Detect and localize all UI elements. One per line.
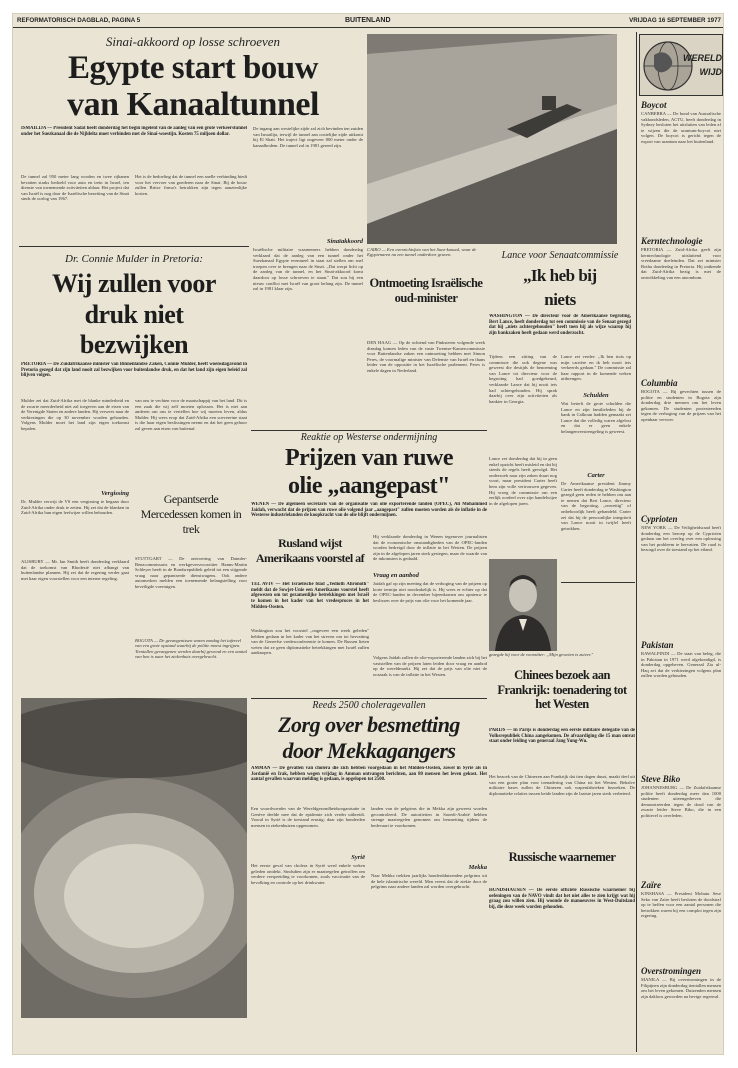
canal-photo <box>367 34 617 244</box>
egypt-col1: De tunnel zal 950 meter lang worden en twee rijbanen bevatten straks bedoeld voor auto en trein in Israel, ten dienste van toenemende activiteiten aldaar. Het project dat van Israël is nog door de Israëlische bezetting van de Sinaï sinds de oorlog van 1967. <box>21 174 129 202</box>
israel-headline: Ontmoeting Israëlische oud-minister <box>369 276 483 305</box>
chinees-text: Het bezoek van de Chinezen aan Frankrijk dat tien dagen duurt, maakt deel uit van een groter plan voor toenadering van China tot het Westen. Behalve militaire bases zullen de Chinezen ook wapenfabrieken bezoeken. De diplomatieke relaties tussen beide landen zijn de laatste jaren sterk verbeterd. <box>489 774 635 796</box>
mulder-lead: PRETORIA — De Zuidafrikaanse minister van Binnenlandse Zaken, Connie Mulder, heeft woensdagavond in Pretoria gezegd dat zijn land nooit zal bezwijken voor buitenlandse druk, en dat het land zijn eigen beleid zal blijven volgen. <box>21 362 247 379</box>
chinees-lead: PARIJS — In Parijs is donderdag een eerste militaire delegatie van de Volksrepubliek China aangekomen. De afvaardiging die 15 man omvat staat onder leiding van generaal Jang Yung-Wu. <box>489 728 635 745</box>
mulder-col1b: Dr. Mulder verwijt de VS een vergissing te begaan door Zuid-Afrika onder druk te zetten. Hij zei dat de blanken in Zuid-Afrika hun eigen leefwijze willen behouden. <box>21 499 129 516</box>
egypt-lead: ISMAILIJA — President Sadat heeft donderdag het begin ingeleid van de aanleg van een grote verkeerstunnel onder het Suezkanaal die de Nijldelta moet verbinden met de Sinaï-woestijn. Kosten 75 miljoen dollar. <box>21 126 247 137</box>
cholera-syrie-subhead: Syrië <box>351 854 365 861</box>
kern-text: PRETORIA — Zuid-Afrika geeft zijn kerntechnologie uitsluitend voor vreedzame doeleinden. Dat zei minister Botha donderdag in Pretoria. Hij ontkende dat Zuid-Afrika bezig is met de ontwikkeling van een atoombom. <box>641 247 721 280</box>
lance-col3: Lance zei verder: ,,Ik ben trots op mijn carrière en ik heb nooit iets verkeerds gedaan." De commissie zal haar rapport in de komende weken uitbrengen. <box>561 354 631 382</box>
gepantserde-headline: Gepantserde Mercedessen komen in trek <box>140 492 242 536</box>
cholera-mekka-subhead: Mekka <box>468 864 487 871</box>
lance-headline-1: ,,Ik heb bij <box>523 266 597 285</box>
newspaper-page <box>12 13 724 1055</box>
overstromingen-text: MANILA — Bij overstromingen in de Filipijnen zijn donderdag tientallen mensen om het leven gekomen. Duizenden mensen zijn dakloos geworden na hevige regenval. <box>641 977 721 999</box>
lance-photo-caption: gezegde hij voor de voorzitter: „Mijn geweten is zuiver." <box>489 652 594 657</box>
steve-biko-heading: Steve Biko <box>641 774 681 784</box>
rusland-headline: Rusland wijst Amerikaans voorstel af <box>255 536 365 565</box>
lance-schulden-text: Wat betreft de grote schulden die Lance en zijn familieleden bij de bank in Calhoun hadden gemaakt zei Lance dat die volledig waren afgelost en dat er geen enkele belangenverstrengeling is geweest. <box>561 401 631 434</box>
egypt-headline-2: van Kanaaltunnel <box>67 86 319 123</box>
lance-headline-2: niets <box>544 290 576 309</box>
reaktie-headline-1: Prijzen van ruwe <box>285 445 453 471</box>
lance-photo <box>489 559 557 651</box>
cholera-lead: AMMAN — De gevallen van cholera die zich hebben voorgedaan in het Midden-Oosten, zowel in Syrië als in Jordanië en Irak, hebben wegen vrijdag in Amman ontvangen berichten, aan 80 mensen het leven gekost. Het aantal gevallen waarvan melding is gedaan, is opgelopen tot 2500. <box>251 766 487 783</box>
mulder-col2: van ons te vechten voor de maatschappij van het land. Dit is een zaak die wij zelf moeten oplossen. Het is niet aan anderen om ons te vertellen hoe wij moeten leven, aldus Mulder. Hij wees erop dat Zuid-Afrika een soevereine staat is die haar eigen beslissingen neemt en dat het geen gehoor zal geven aan eisen van buitenaf. <box>135 398 247 431</box>
mulder-col1c: ALISBURY — Mr. Ian Smith heeft donderdag verklaard dat de toekomst van Rhodesië niet afhangt van buitenlandse plannen. Hij zei dat de regering verder gaat met haar eigen voorstellen voor een interne regeling. <box>21 559 129 581</box>
lance-photo-art <box>489 559 557 651</box>
masthead-date: VRIJDAG 16 SEPTEMBER 1977 <box>629 17 721 24</box>
reaktie-kicker: Reaktie op Westerse ondermijning <box>251 430 487 443</box>
cholera-syrie-text: Het eerste geval van cholera in Syrië werd enkele weken geleden ontdekt. Sindsdien zijn er maatregelen getroffen om verdere verspreiding te voorkomen, zoals vaccinatie van de bevolking en controle op het drinkwater. <box>251 863 365 885</box>
overstromingen-heading: Overstromingen <box>641 966 702 976</box>
wereld-wijd-logo <box>639 34 723 96</box>
wereld-logo-line-2: WIJD <box>699 67 722 77</box>
sidebar-rule <box>636 32 637 1052</box>
canal-photo-caption: CAIRO — Een overzichtsfoto van het Suez-kanaal, waar de Egyptenaren nu een tunnel onderdoor graven. <box>367 247 477 258</box>
rusland-lead: TEL AVIV — Het Israëlische blad „Yedioth Ahronoth" meldt dat de Sowjet-Unie een Amerikaans voorstel heeft afgewezen om tot gezamenlijke betrekkingen met Israël te komen in het kader van het vredesproces in het Midden-Oosten. <box>251 582 369 610</box>
cyprioten-text: NEW YORK — De Veiligheidsraad heeft donderdag een beroep op de Cyprioten gedaan om het overleg over een oplossing van het probleem te hervatten. De raad is bezorgd over de toestand op het eiland. <box>641 525 721 553</box>
colombia-text: BOGOTA — Bij gevechten tussen de politie en studenten in Bogota zijn donderdag drie mensen om het leven gekomen. De studenten protesteerden tegen de verhoging van de prijzen van het openbaar vervoer. <box>641 389 721 422</box>
masthead-section: BUITENLAND <box>345 17 391 24</box>
lance-col1: Tijdens een zitting van de commissie die ook degene was geweest die destijds de benoeming van Lance tot directeur voor de begroting had goedgekeurd, verklaarde Lance dat hij nooit iets had achtergehouden. Hij sprak daarbij over zijn activiteiten als bankier in Georgia. <box>489 354 557 404</box>
russische-text: HUNDSHAUSEN — De eerste officiële Russische waarnemer bij oefeningen van de NAVO vindt dat het niet alles te zien krijgt wat hij graag zou willen zien. Hij woonde de manoeuvres in West-Duitsland bij, die deze week worden gehouden. <box>489 888 635 911</box>
lance-kicker: Lance voor Senaatcommissie <box>501 250 619 261</box>
israel-text: DEN HAAG — Op de ochtend van Pinksteren volgende week dinsdag komen leden van de vaste Twentse-Kamercommissie voor Buitenlandse zaken een ontmoeting hebben met Simon Peres, de voormalige minister van Defensie van Israël en thans leider van de oppositie in het Israëlische parlement. Peres is enkele dagen in Nederland. <box>367 340 485 373</box>
cholera-headline-2: door Mekkagangers <box>282 738 456 763</box>
canal-photo-art <box>367 34 617 244</box>
chinees-headline: Chinees bezoek aan Frankrijk: toenadering tot het Westen <box>497 668 627 711</box>
egypt-col3: De ingang aan westelijke zijde zal zich bevinden ten zuiden van Ismailija, terwijl de tunnel aan oostelijke zijde uitkomt bij El Shatt. Het traject ligt ongeveer 800 meter onder de kanaalbodem. De tunnel zal in 1981 gereed zijn. <box>253 126 363 148</box>
pakistan-heading: Pakistan <box>641 640 674 650</box>
lance-lead: WASHINGTON — De directeur voor de Amerikaanse begroting, Bert Lance, heeft donderdag tot een commissie van de Senaat gezegd dat hij „niets achtergehouden" heeft toen hij als wijze waarop hij zijn bankzaken heeft gedaan werd onderzocht. <box>489 314 631 337</box>
lance-col2: Lance zei donderdag dat hij in geen enkel opzicht heeft misleid en dat hij steeds de regels heeft gevolgd. Het onderzoek naar zijn zaken duurt nog voort, maar president Carter heeft hem zijn volle vertrouwen gegeven. Hij vroeg de commissie om een eerlijk oordeel over zijn handelwijze in de afgelopen jaren. <box>489 456 557 506</box>
rusland-text: Washington zou het voorstel „ongeveer een week geleden" hebben gedaan in het kader van het streven om tot hervatting van de Geneefse vredesconferentie te komen. De Russen lieten weten dat ze geen diplomatieke betrekkingen met Israël zullen aanknopen. <box>251 628 369 656</box>
mulder-col1: Mulder zei dat Zuid-Afrika met de blanke minderheid en de zwarte meerderheid niet zal toegeven aan de eisen van de Verenigde Staten en andere landen. Hij verwees naar de verkiezingen die op 30 november worden gehouden. Volgens Mulder moet het land zijn eigen toekomst bepalen. <box>21 398 129 431</box>
kern-heading: Kerntechnologie <box>641 236 703 246</box>
cholera-headline-1: Zorg over besmetting <box>278 712 460 737</box>
lance-carter-text: De Amerikaanse president Jimmy Carter heeft donderdag te Washington gezegd geen reden te hebben om aan te nemen dat Bert Lance, directeur van de begroting, „onwettig" of onbehoorlijk heeft gehandeld. Carter zei dat hij de persoonlijke integriteit van Lance nooit in twijfel heeft getrokken. <box>561 481 631 531</box>
reaktie-col2: Jaidah gaf op zijn meeting dat de verhoging van de prijzen op korte termijn niet noodzakelijk is. Hij wees er echter op dat de OPEC-landen in december bijeenkomen om opnieuw te beslissen over de prijs van olie voor het komende jaar. <box>373 581 487 603</box>
pakistan-text: RAWALPINDI — De staat van beleg, die in Pakistan in 1971 werd afgekondigd, is donderdag opgeheven. Generaal Zia ul-Haq zei dat de verkiezingen volgens plan zullen worden gehouden. <box>641 651 721 679</box>
boycot-heading: Boycot <box>641 100 667 110</box>
cholera-mekka-text: Naar Mekka trekken jaarlijks honderdduizenden pelgrims uit de hele islamitische wereld. Men vreest dat de ziekte door de pelgrims naar andere landen zal worden overgebracht. <box>371 873 487 890</box>
chinees-top-rule <box>561 582 635 583</box>
cholera-col1: Een woordvoerder van de Wereldgezondheidsorganisatie in Genève deelde mee dat de epidemie zich verder uitbreidt. Vooral in Syrië is de toestand ernstig; daar zijn honderden mensen in ziekenhuizen opgenomen. <box>251 806 365 828</box>
steve-biko-text: JOHANNESBURG — De Zuidafrikaanse politie heeft donderdag meer dan 1000 studenten uiteengedreven die demonstreerden tegen de dood van de zwarte leider Steve Biko, die in een politiecel is overleden. <box>641 785 721 818</box>
mulder-headline-3: bezwijken <box>79 330 189 359</box>
lance-schulden-subhead: Schulden <box>583 392 609 399</box>
colombia-heading: Columbia <box>641 378 678 388</box>
boycot-text: CANBERRA — De bond van Australische vakbondsleden, ACTU, heeft donderdag in Sydney besloten het uitsluiten van leden af te wijzen die de uranium-boycot niet volgen. De boycot is gericht tegen de export van uranium naar het buitenland. <box>641 111 721 144</box>
egypt-kicker: Sinai-akkoord op losse schroeven <box>105 34 281 49</box>
reaktie-vraag-text: Volgens Jaidah zullen de olie-exporterende landen zich bij het vaststellen van de prijzen laten leiden door vraag en aanbod op de wereldmarkt. Hij zei dat de prijs van olie niet de oorzaak is van de inflatie in het Westen. <box>373 655 487 677</box>
reaktie-vraag-subhead: Vraag en aanbod <box>373 572 419 579</box>
wereld-logo-line-1: WERELD <box>683 53 722 63</box>
egypt-sinai-text: Israëlische militaire waarnemers hebben donderdag verklaard dat de aanleg van een tunnel onder het Suezkanaal Egypte eventueel in staat zal stellen om snel troepen over te brengen naar de Sinaï. „Dat werpt licht op de aanleg van de tunnel, en het Sinaï-akkoord komt daardoor op losse schroeven te staan." Dat zou bij een nieuw conflict met Israël van groot belang zijn. De tunnel zal in 1981 klaar zijn. <box>253 247 363 292</box>
mulder-kicker: Dr. Connie Mulder in Pretoria: <box>65 253 203 265</box>
cyprioten-heading: Cyprioten <box>641 514 678 524</box>
egypt-col2: Het is de bedoeling dat de tunnel een snelle verbinding biedt voor het vervoer van goederen naar de Sinaï. Bij de bouw zullen Britse firma's betrokken zijn tegen aanzienlijke kosten. <box>135 174 247 196</box>
reaktie-lead: WENEN — De algemeen secretaris van de organisatie van olie exporterende landen (OPEC), Ali Mohammed Jaidah, verwacht dat de prijzen van ruwe olie volgend jaar „aangepast" zullen moeten worden als de inflatie in de Westerse industrielanden de koopkracht van de olie blijft ondermijnen. <box>251 502 487 519</box>
bogota-photo-art <box>21 698 247 1018</box>
rule-egypt-bottom <box>19 246 249 247</box>
bogota-photo <box>21 698 247 1018</box>
mulder-headline-1: Wij zullen voor <box>52 269 216 298</box>
zaire-heading: Zaïre <box>641 880 661 890</box>
masthead-left: REFORMATORISCH DAGBLAD, PAGINA 5 <box>17 17 141 24</box>
reaktie-col1: Hij verklaarde donderdag in Wenen tegenover journalisten dat de economische omstandigheden van de OPEC-landen worden bedreigd door de inflatie in het Westen. De prijzen zijn in de afgelopen jaren sterk gestegen, maar de waarde van de inkomsten is gedaald. <box>373 534 487 562</box>
russische-headline: Russische waarnemer <box>508 850 616 864</box>
mulder-headline-2: druk niet <box>84 300 184 329</box>
reaktie-headline-2: olie „aangepast" <box>288 473 450 499</box>
masthead <box>13 14 724 28</box>
cholera-kicker: Reeds 2500 choleragevallen <box>251 698 487 711</box>
zaire-text: KINSHASA — President Mobutu Sese Seko van Zaïre heeft besloten de doodstraf op te heffen voor een aantal personen die betrokken waren bij een complot tegen zijn regering. <box>641 891 721 919</box>
mulder-vergissing-subhead: Vergissing <box>101 490 129 497</box>
cholera-col2: landen van de pelgrims die in Mekka zijn geweest worden gecontroleerd. De autoriteiten in Saoedi-Arabië hebben strenge maatregelen genomen om besmetting tijdens de bedevaart te voorkomen. <box>371 806 487 828</box>
egypt-headline-1: Egypte start bouw <box>67 50 318 86</box>
egypt-sinai-subhead: Sinaïakkoord <box>326 238 363 245</box>
lance-carter-subhead: Carter <box>587 472 605 479</box>
bogota-caption: BOGOTA — De gevangenissen waren zondag het tafereel van een grote opstand waarbij de politie moest ingrijpen. Tientallen gevangenen werden daarbij gewond en een aantal van hen is naar het ziekenhuis overgebracht. <box>135 638 247 660</box>
gepantserde-text: STUTTGART — De ontvoering van Daimler-Benzcommissaris en werkgeversvoorzitter Hanns-Martin Schleyer heeft in de Bondsrepubliek geleid tot een stijgende vraag naar gepantserde dienstwagens. Ook andere automerken melden een toenemende belangstelling voor beveiligde voertuigen. <box>135 556 247 589</box>
